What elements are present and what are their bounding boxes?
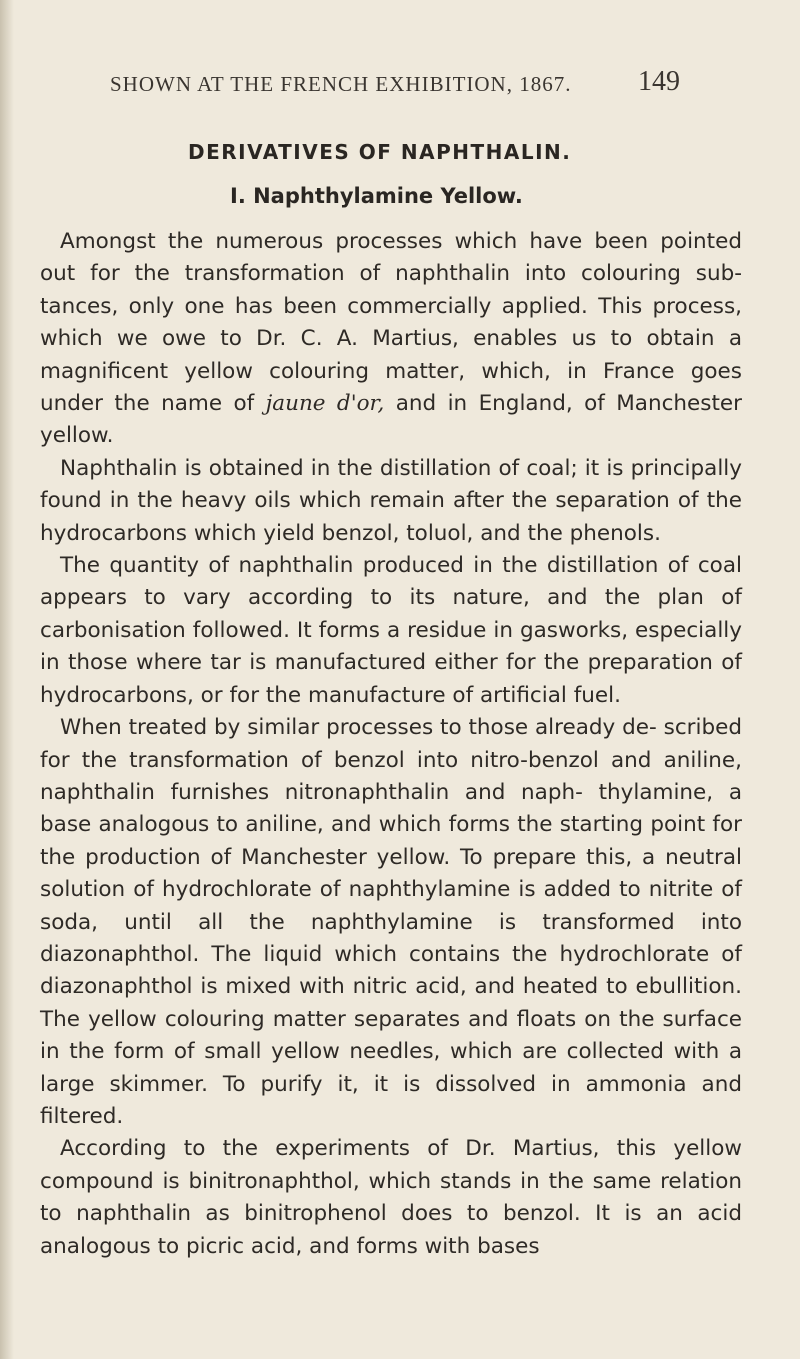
- page-number: 149: [638, 66, 680, 97]
- paragraph-1-text-a: Amongst the numerous processes which have been pointed out for the transformation of naphthalin into colouring sub- tances, only one has been commercially applied. This process, which we owe to Dr. C. A. Martius, enables us to obtain a magnificent yellow colouring matter, which, in France goes under the name of: [40, 229, 742, 417]
- paragraph-1-text-b: and in England, of Manchester yellow.: [40, 391, 742, 449]
- running-head: SHOWN AT THE FRENCH EXHIBITION, 1867.: [110, 72, 572, 96]
- body-text: [40, 226, 742, 1263]
- paragraph-1: [40, 226, 742, 453]
- section-title: I. Naphthylamine Yellow.: [230, 184, 523, 208]
- paragraph-5: According to the experiments of Dr. Martius, this yellow compound is binitronaphthol, which stands in the same relation to naphthalin as binitrophenol does to benzol. It is an acid analogous to picric acid, and forms with bases: [40, 1136, 742, 1259]
- paragraph-2: Naphthalin is obtained in the distillation of coal; it is principally found in the heavy oils which remain after the separation of the hydrocarbons which yield benzol, toluol, and the phenols.: [40, 455, 742, 546]
- page-gutter-shadow: [0, 0, 14, 1359]
- paragraph-1-italic-term: jaune d'or,: [265, 391, 385, 417]
- paragraph-4: When treated by similar processes to those already de- scribed for the transformation of benzol into nitro-benzol and aniline, naphthalin furnishes nitronaphthalin and naph- thylamine, a base analogous to aniline, and which forms the starting point for the production of Manchester yellow. To prepare this, a neutral solution of hydrochlorate of naphthylamine is added to nitrite of soda, until all the naphthylamine is transformed into diazonaphthol. The liquid which contains the hydrochlorate of diazonaphthol is mixed with nitric acid, and heated to ebullition. The yellow colouring matter separates and floats on the surface in the form of small yellow needles, which are collected with a large skimmer. To purify it, it is dissolved in ammonia and filtered.: [40, 715, 742, 1129]
- paragraph-3: The quantity of naphthalin produced in the distillation of coal appears to vary according to its nature, and the plan of carbonisation followed. It forms a residue in gasworks, especially in those where tar is manufactured either for the preparation of hydrocarbons, or for the manufacture of artificial fuel.: [40, 553, 742, 708]
- chapter-title: DERIVATIVES OF NAPHTHALIN.: [188, 140, 572, 164]
